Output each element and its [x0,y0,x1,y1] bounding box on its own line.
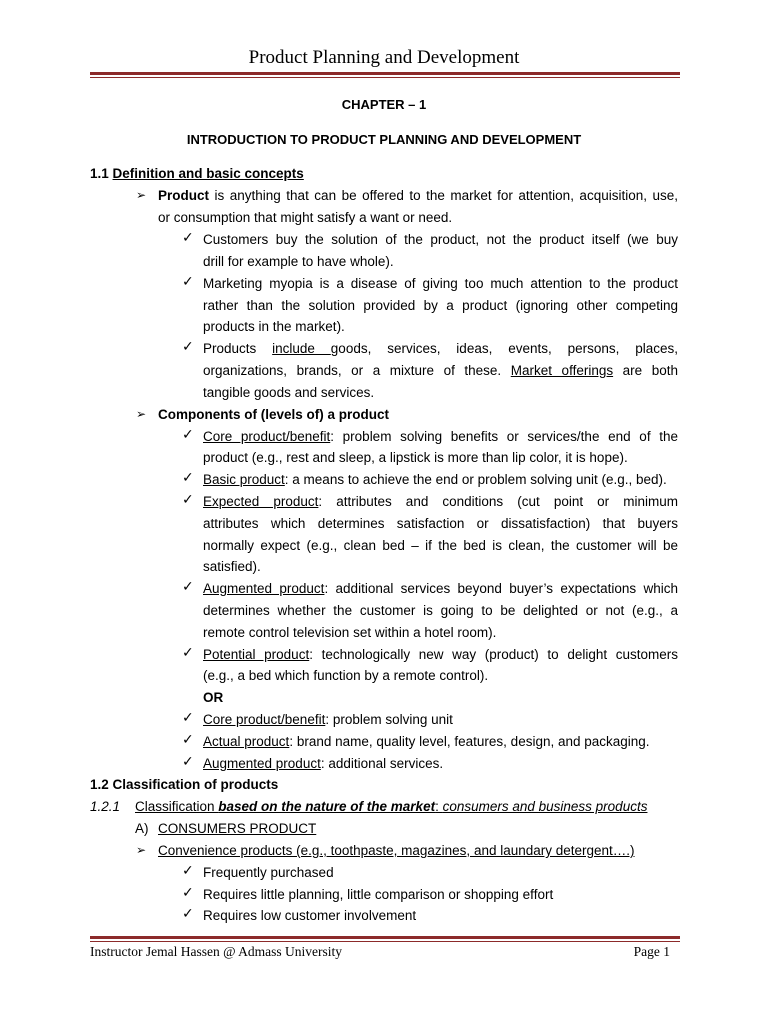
checkmark-bullet-icon: ✓ [182,753,194,769]
checkmark-bullet-icon: ✓ [182,578,194,594]
convenience-products: Convenience products (e.g., toothpaste, magazines, and laundary detergent….) [158,843,635,858]
footer-page-number: Page 1 [633,944,670,959]
checkmark-bullet-icon: ✓ [182,644,194,660]
checkmark-bullet-icon: ✓ [182,273,194,289]
header-title: Product Planning and Development [248,47,520,68]
arrow-bullet-icon: ➢ [136,407,147,421]
subsection-number: 1.2.1 [90,799,121,814]
checkmark-bullet-icon: ✓ [182,731,194,747]
list-item: Basic product: a means to achieve the end or problem solving unit (e.g., bed). [203,472,667,487]
list-item: Augmented product: additional services. [203,756,444,771]
list-item-cont: remote control television set within a hotel room). [203,625,497,640]
arrow-bullet-icon: ➢ [136,188,147,202]
list-item: Marketing myopia is a disease of giving too much attention to the product [203,276,678,291]
product-definition-cont: or consumption that might satisfy a want or need. [158,210,453,225]
list-item-cont: satisfied). [203,559,261,574]
list-item-cont: drill for example to have whole). [203,254,394,269]
list-item-cont: rather than the solution provided by a product (ignoring other competing [203,298,678,313]
list-item: Requires little planning, little comparison or shopping effort [203,887,554,902]
list-item: Expected product: attributes and conditions (cut point or minimum [203,494,678,509]
checkmark-bullet-icon: ✓ [182,884,194,900]
checkmark-bullet-icon: ✓ [182,229,194,245]
list-item: Requires low customer involvement [203,908,417,923]
list-item-cont: determines whether the customer is going to be delighted or not (e.g., a [203,603,678,618]
list-item: Core product/benefit: problem solving benefits or services/the end of the [203,429,679,444]
list-item-cont: organizations, brands, or a mixture of these. Market offerings are both [203,363,678,378]
list-item: Augmented product: additional services beyond buyer’s expectations which [203,581,678,596]
subsection-a-title: CONSUMERS PRODUCT [158,821,317,836]
checkmark-bullet-icon: ✓ [182,862,194,878]
section-heading-1-2: 1.2 Classification of products [90,777,279,792]
list-item: Potential product: technologically new way (product) to delight customers [203,647,678,662]
product-definition: Product is anything that can be offered to the market for attention, acquisition, use, [158,188,678,203]
list-item: Core product/benefit: problem solving unit [203,712,453,727]
list-item-cont: products in the market). [203,319,345,334]
checkmark-bullet-icon: ✓ [182,709,194,725]
list-item-cont: attributes which determines satisfaction or dissatisfaction) that buyers [203,516,678,531]
list-item-cont: product (e.g., rest and sleep, a lipstick is more than lip color, it is hope). [203,450,628,465]
components-heading: Components of (levels of) a product [158,407,390,422]
arrow-bullet-icon: ➢ [136,843,147,857]
or-label: OR [203,690,224,705]
footer-rule [90,936,680,942]
list-item: Frequently purchased [203,865,334,880]
list-item: Products include goods, services, ideas, events, persons, places, [203,341,678,356]
footer-instructor: Instructor Jemal Hassen @ Admass University [90,944,343,959]
list-item: Customers buy the solution of the product, not the product itself (we buy [203,232,678,247]
chapter-label: CHAPTER – 1 [341,97,427,112]
list-item-cont: normally expect (e.g., clean bed – if the bed is clean, the customer will be [203,538,678,553]
checkmark-bullet-icon: ✓ [182,491,194,507]
checkmark-bullet-icon: ✓ [182,905,194,921]
header-rule [90,72,680,78]
checkmark-bullet-icon: ✓ [182,469,194,485]
chapter-title: INTRODUCTION TO PRODUCT PLANNING AND DEVELOPMENT [186,132,582,147]
checkmark-bullet-icon: ✓ [182,338,194,354]
section-heading-1-1: 1.1 Definition and basic concepts [90,166,304,181]
list-item: Actual product: brand name, quality level, features, design, and packaging. [203,734,650,749]
checkmark-bullet-icon: ✓ [182,426,194,442]
subsection-heading: Classification based on the nature of the market: consumers and business products [135,799,648,814]
list-item-cont: tangible goods and services. [203,385,375,400]
list-item-cont: (e.g., a bed which function by a remote control). [203,668,489,683]
subsection-a-label: A) [135,821,149,836]
